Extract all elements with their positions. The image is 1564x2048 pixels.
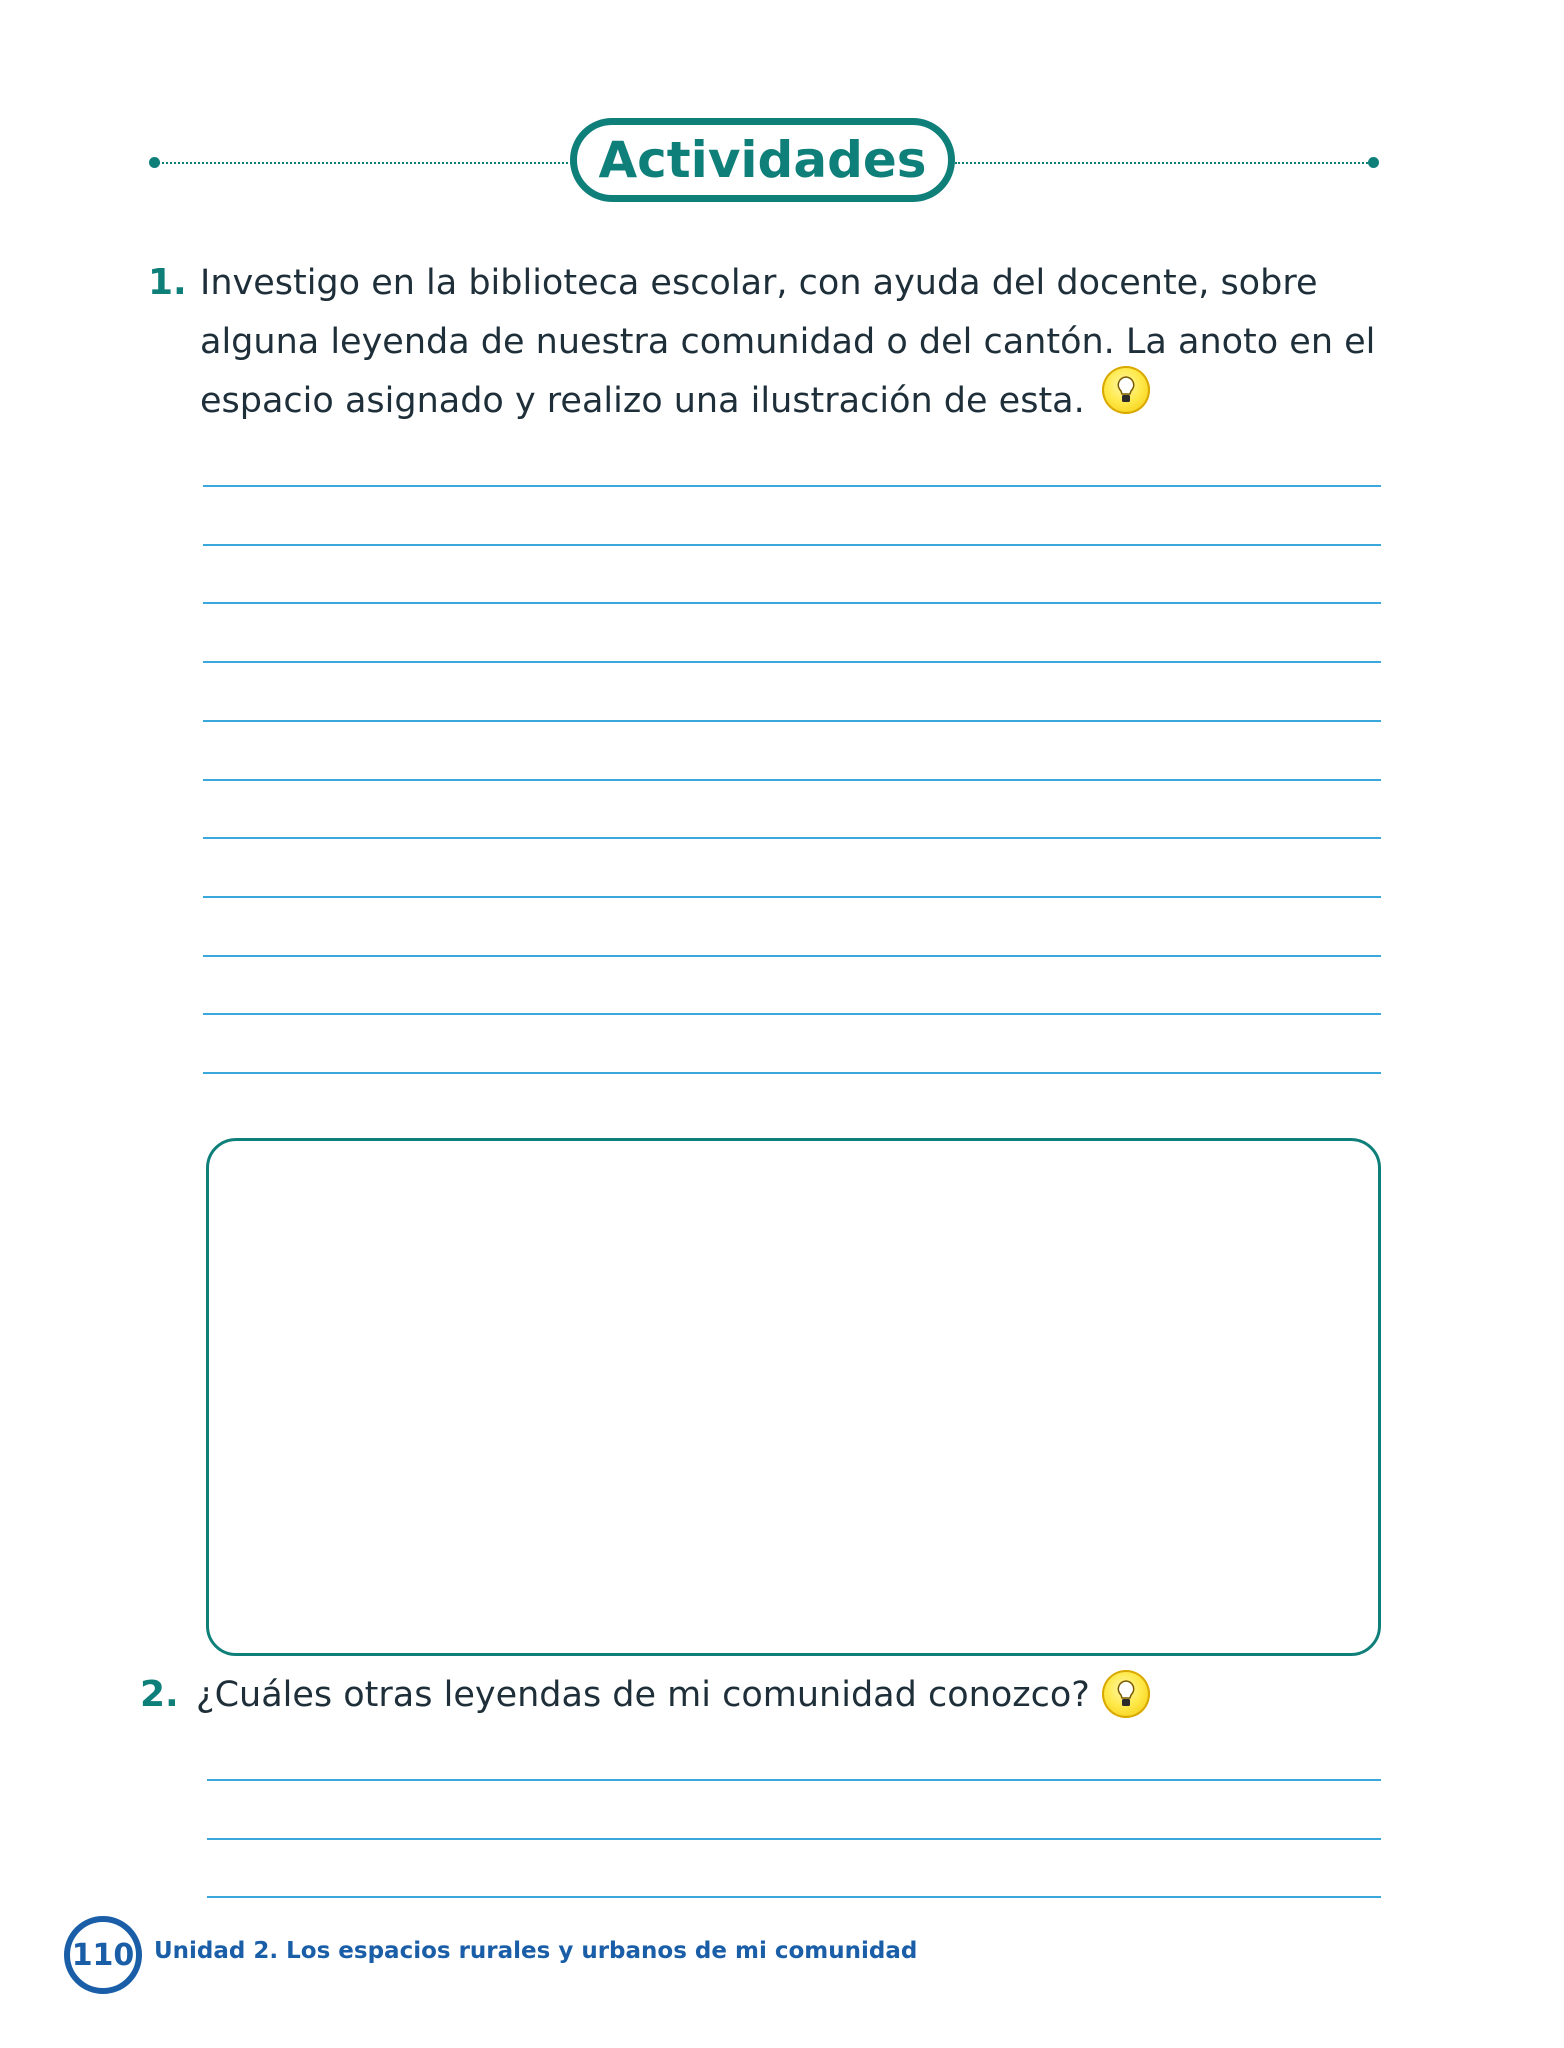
writing-line[interactable]: [203, 779, 1381, 781]
writing-line[interactable]: [203, 1013, 1381, 1015]
activities-title: Actividades: [570, 118, 955, 202]
question-1-number: 1.: [148, 262, 187, 303]
writing-line[interactable]: [207, 1838, 1381, 1840]
illustration-box[interactable]: [206, 1138, 1381, 1656]
question-2-number: 2.: [140, 1674, 179, 1715]
writing-line[interactable]: [207, 1896, 1381, 1898]
question-1-line-2: alguna leyenda de nuestra comunidad o del cantón. La anoto en el: [200, 322, 1376, 362]
question-1-line-3: espacio asignado y realizo una ilustración de esta.: [200, 381, 1085, 421]
lightbulb-icon: [1102, 366, 1150, 414]
writing-line[interactable]: [203, 661, 1381, 663]
writing-line[interactable]: [203, 1072, 1381, 1074]
page-number: 110: [64, 1916, 142, 1994]
unit-footer-text: Unidad 2. Los espacios rurales y urbanos de mi comunidad: [154, 1938, 918, 1964]
writing-line[interactable]: [203, 837, 1381, 839]
header-left-dotted-line: [158, 162, 572, 164]
header-right-dotted-line: [955, 162, 1371, 164]
writing-line[interactable]: [203, 896, 1381, 898]
writing-line[interactable]: [203, 602, 1381, 604]
writing-line[interactable]: [203, 955, 1381, 957]
lightbulb-icon: [1102, 1670, 1150, 1718]
writing-line[interactable]: [203, 544, 1381, 546]
writing-line[interactable]: [203, 720, 1381, 722]
writing-line[interactable]: [207, 1779, 1381, 1781]
writing-line[interactable]: [203, 485, 1381, 487]
question-1-line-1: Investigo en la biblioteca escolar, con ayuda del docente, sobre: [200, 263, 1318, 303]
question-2-text: ¿Cuáles otras leyendas de mi comunidad conozco?: [196, 1675, 1090, 1715]
header-right-dot: [1368, 157, 1379, 168]
